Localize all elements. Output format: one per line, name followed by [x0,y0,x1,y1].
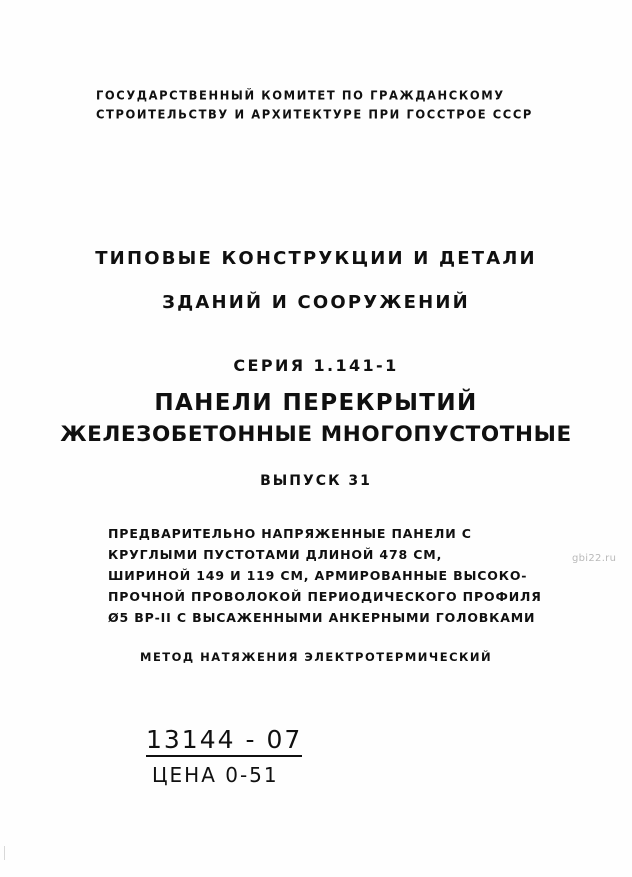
description-line: КРУГЛЫМИ ПУСТОТАМИ ДЛИНОЙ 478 СМ, [108,547,443,562]
description-line: ПРОЧНОЙ ПРОВОЛОКОЙ ПЕРИОДИЧЕСКОГО ПРОФИЛЯ [108,589,542,604]
issuing-authority [96,86,556,124]
description-line: ПРЕДВАРИТЕЛЬНО НАПРЯЖЕННЫЕ ПАНЕЛИ С [108,526,472,541]
description-line: Ø5 ВР-II С ВЫСАЖЕННЫМИ АНКЕРНЫМИ ГОЛОВКАМИ [108,610,536,625]
authority-line-1: ГОСУДАРСТВЕННЫЙ КОМИТЕТ ПО ГРАЖДАНСКОМУ [96,88,505,103]
authority-line-2: СТРОИТЕЛЬСТВУ И АРХИТЕКТУРЕ ПРИ ГОССТРОЕ СССР [96,107,533,122]
title-line-2: ЗДАНИЙ И СООРУЖЕНИЙ [162,292,470,313]
main-heading-2: ЖЕЛЕЗОБЕТОННЫЕ МНОГОПУСТОТНЫЕ [60,422,572,447]
watermark: gbi22.ru [572,553,617,564]
title-line-1: ТИПОВЫЕ КОНСТРУКЦИИ И ДЕТАЛИ [95,248,537,269]
description-line: ШИРИНОЙ 149 И 119 СМ, АРМИРОВАННЫЕ ВЫСОКО- [108,568,528,583]
main-heading-1: ПАНЕЛИ ПЕРЕКРЫТИЙ [154,390,478,416]
title-block [0,248,632,489]
issue-number: ВЫПУСК 31 [260,473,372,489]
price-label: ЦЕНА 0-51 [152,763,279,787]
method-line: МЕТОД НАТЯЖЕНИЯ ЭЛЕКТРОТЕРМИЧЕСКИЙ [140,650,493,664]
document-code: 13144 - 07 [146,726,302,757]
bottom-stamp [146,726,406,788]
scan-edge-mark [4,846,5,860]
series-number: СЕРИЯ 1.141-1 [233,356,399,375]
description-block [108,523,548,628]
